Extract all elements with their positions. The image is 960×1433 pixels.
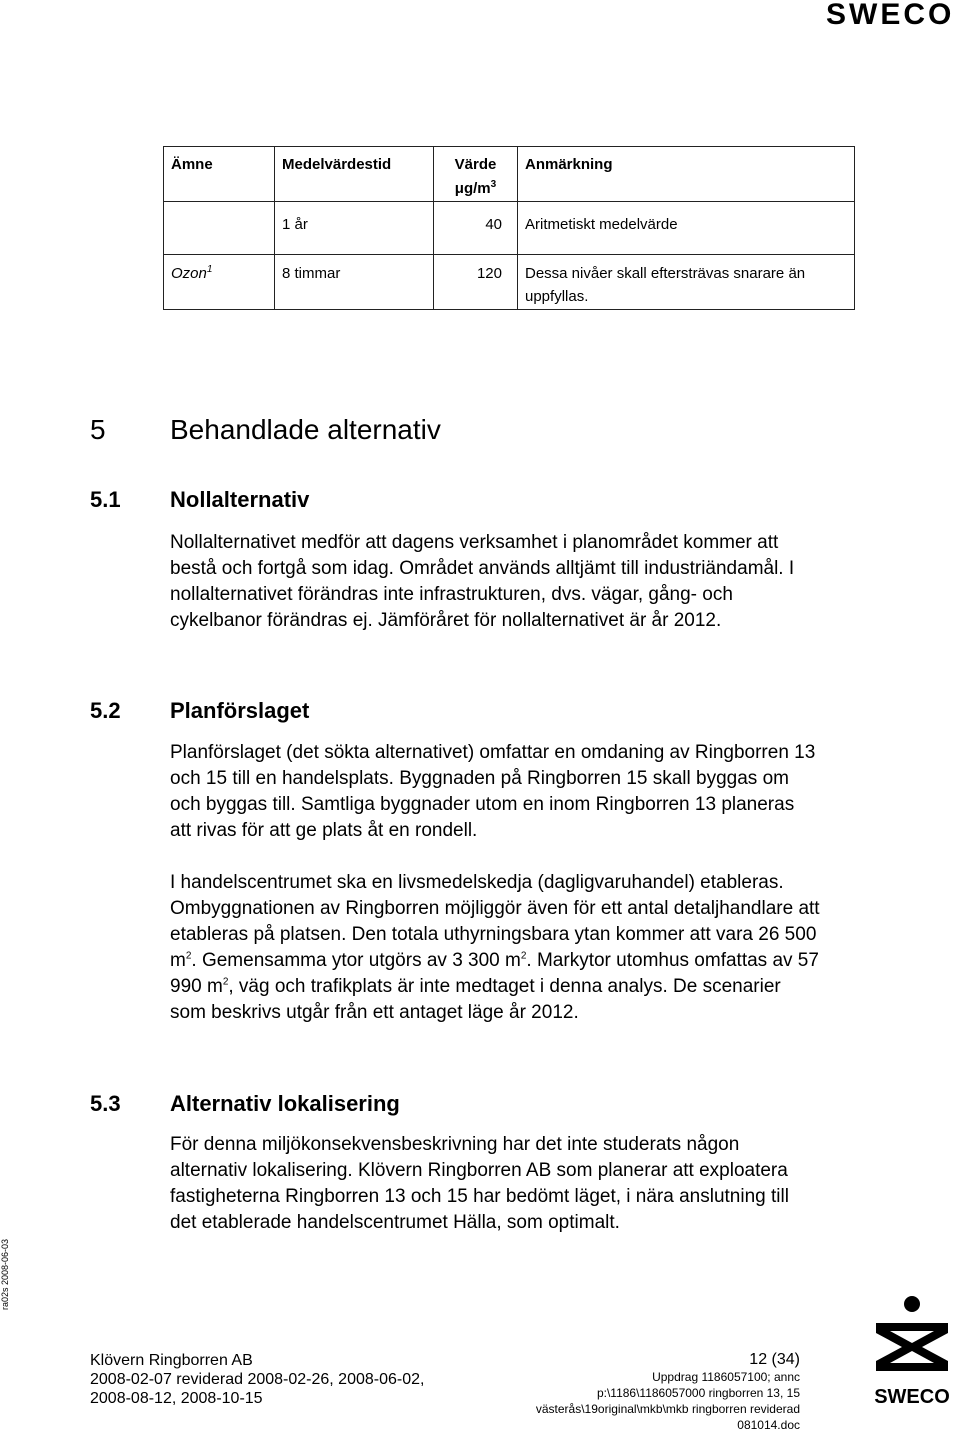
table-header-row bbox=[164, 147, 855, 202]
unit-label: μg/m bbox=[454, 180, 491, 197]
paragraph-5-3: För denna miljökonsekvensbeskrivning har det inte studerats någon alternativ lokalisering. Klövern Ringborren AB som planerar att exploatera fastigheterna Ringborren 13 och 15 har bedömt läget, i nära anslutning till det etablerade handelscentrumet Hälla, som optimalt. bbox=[170, 1134, 789, 1233]
heading-5-1: 5.1 Nollalternativ bbox=[90, 487, 310, 512]
sweco-logo-top: SWECO bbox=[826, 0, 955, 31]
footer-dates: 2008-02-07 reviderad 2008-02-26, 2008-06-02, 2008-08-12, 2008-10-15 bbox=[90, 1371, 425, 1407]
table-row bbox=[164, 255, 855, 310]
sweco-emblem-icon bbox=[870, 1295, 954, 1407]
footer-path-2: västerås\19original\mkb\mkb ringborren reviderad 081014.doc bbox=[535, 1402, 800, 1432]
header-value: Värde $\mu g/m^3$ bbox=[454, 156, 497, 197]
cell-period: 8 timmar bbox=[282, 265, 341, 282]
paragraph-5-1: Nollalternativet medför att dagens verksamhet i planområdet kommer att bestå och fortgå som idag. Området används alltjämt till industriändamål. I nollalternativet förändras inte infrastrukturen, dvs. vägar, gång- och cykelbanor förändras ej. Jämföråret för nollalternativet är år 2012. bbox=[170, 532, 795, 631]
heading-5-2: 5.2 Planförslaget bbox=[90, 698, 310, 723]
cell-value: 40 bbox=[485, 216, 502, 233]
footer-left bbox=[90, 1351, 430, 1408]
sweco-logo-bottom bbox=[870, 1295, 954, 1407]
cell-value: 120 bbox=[476, 265, 502, 282]
footer-path-1: p:\1186\1186057000 ringborren 13, 15 bbox=[596, 1386, 800, 1400]
limit-values-table bbox=[163, 146, 855, 310]
side-revision-tag: ra02s 2008-06-03 bbox=[0, 1238, 10, 1310]
header-period: Medelvärdestid bbox=[282, 156, 392, 173]
cell-period: 1 år bbox=[282, 216, 308, 233]
paragraph-5-2-b: I handelscentrumet ska en livsmedelskedja (dagligvaruhandel) etableras. Ombyggnationen av Ringborren möjliggör även för ett antal detaljhandlare att etableras på platsen. Den totala uthyrningsbara ytan kommer att vara 26 500 $m^2$. Gemensamma ytor utgörs av 3 300 $m^2$. Markytor utomhus omfattas av 57 990 $m^2$, väg och trafikplats är inte medtaget i denna analys. De scenarier som beskrivs utgår från ett antaget läge år 2012. bbox=[170, 872, 820, 1023]
footer-company: Klövern Ringborren AB bbox=[90, 1352, 253, 1369]
cell-note: Aritmetiskt medelvärde bbox=[525, 216, 678, 233]
heading-5: 5 Behandlade alternativ bbox=[90, 414, 441, 445]
sweco-logo-text: SWECO bbox=[874, 1386, 950, 1407]
cell-subject: Ozon$^1$ bbox=[171, 264, 213, 282]
page-number: 12 (34) bbox=[749, 1351, 800, 1368]
footer-right bbox=[470, 1351, 800, 1433]
table-row bbox=[164, 202, 855, 255]
heading-5-3: 5.3 Alternativ lokalisering bbox=[90, 1091, 400, 1116]
paragraph-5-2-a: Planförslaget (det sökta alternativet) omfattar en omdaning av Ringborren 13 och 15 till en handelsplats. Byggnaden på Ringborren 15 skall byggas om och byggas till. Samtliga byggnader utom en inom Ringborren 13 planeras att rivas för att ge plats åt en rondell. bbox=[170, 742, 816, 841]
header-subject: Ämne bbox=[171, 156, 213, 173]
header-note: Anmärkning bbox=[525, 156, 613, 173]
cell-note: Dessa nivåer skall eftersträvas snarare än uppfyllas. bbox=[525, 265, 806, 305]
footer-assignment: Uppdrag 1186057100; annc bbox=[652, 1370, 800, 1384]
